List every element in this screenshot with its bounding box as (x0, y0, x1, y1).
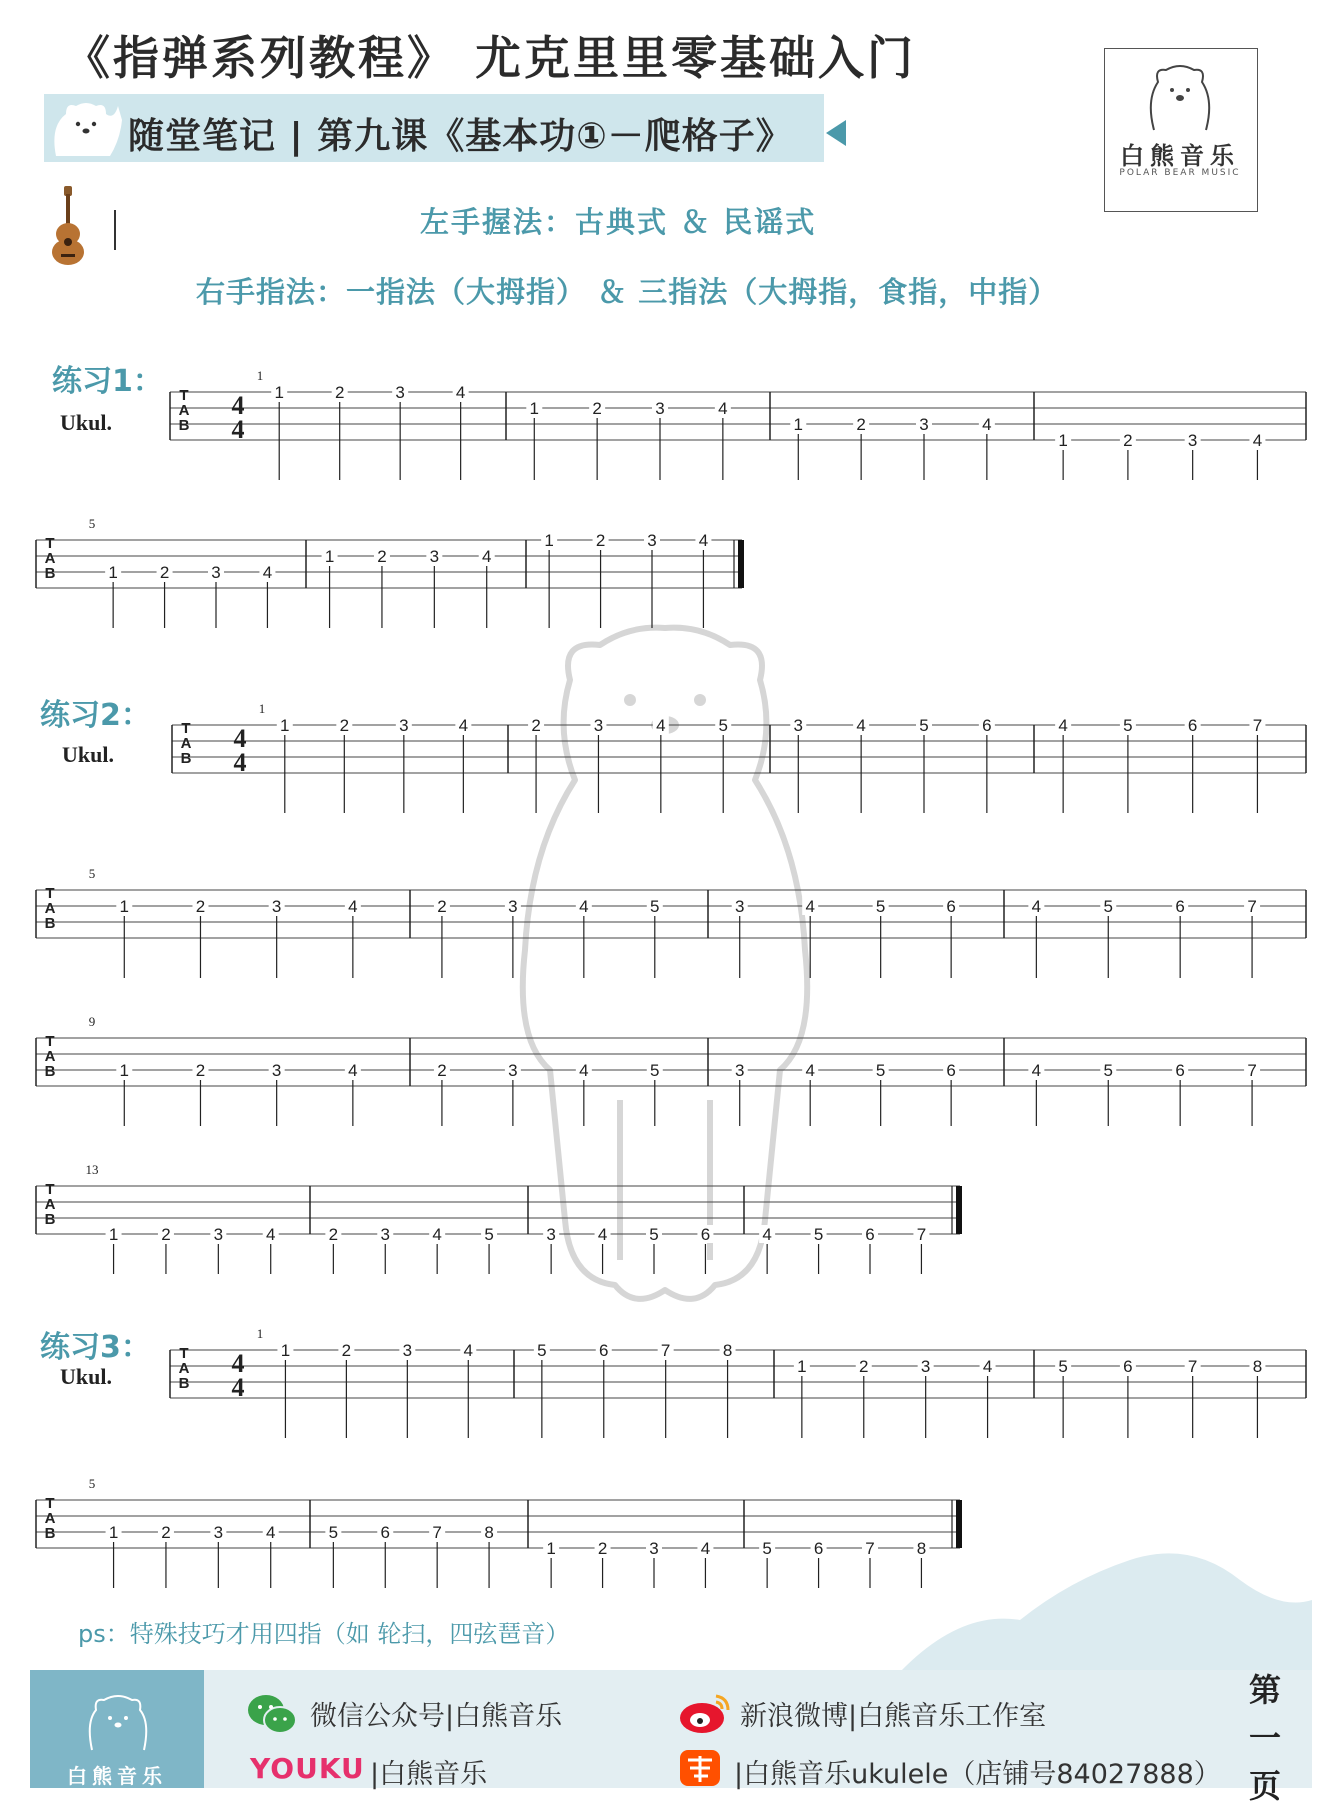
fret-number: 2 (334, 383, 345, 402)
fret-number: 6 (1187, 716, 1198, 735)
fret-number: 3 (271, 897, 282, 916)
tab-clef-letter: T (181, 720, 191, 737)
tab-clef-letter: A (44, 1048, 56, 1065)
tab-clef-letter: T (45, 535, 55, 552)
fret-number: 1 (1058, 431, 1068, 450)
fret-number: 1 (274, 383, 284, 402)
taobao-shop[interactable]: |白熊音乐ukulele（店铺号84027888） (734, 1759, 1221, 1790)
tab-clef-letter: T (179, 1345, 189, 1362)
page-number: 第一页 (1248, 1671, 1281, 1805)
tab-clef-letter: B (180, 750, 192, 767)
tab-clef-letter: A (44, 900, 56, 917)
fret-number: 5 (650, 1061, 660, 1080)
fret-number: 4 (982, 1357, 993, 1376)
fret-number: 4 (698, 531, 709, 550)
time-signature-bottom: 4 (231, 1373, 245, 1402)
tab-clef-letter: A (44, 1196, 56, 1213)
fret-number: 3 (734, 897, 745, 916)
fret-number: 5 (762, 1539, 772, 1558)
fret-number: 1 (108, 563, 118, 582)
weibo-icon[interactable] (678, 1690, 732, 1736)
fret-number: 3 (402, 1341, 413, 1360)
fret-number: 7 (1187, 1357, 1198, 1376)
fret-number: 5 (1103, 1061, 1113, 1080)
tab-clef-letter: B (44, 1211, 56, 1228)
measure-number: 5 (88, 866, 96, 881)
fret-number: 4 (597, 1225, 608, 1244)
tab-clef-letter: A (44, 1510, 56, 1527)
tab-final-barline (738, 540, 744, 588)
fret-number: 6 (1175, 897, 1185, 916)
tab-final-barline (956, 1186, 962, 1234)
fret-number: 3 (647, 531, 657, 550)
fret-number: 3 (213, 1225, 224, 1244)
fret-number: 8 (1252, 1357, 1263, 1376)
fret-number: 6 (700, 1225, 711, 1244)
fret-number: 4 (1058, 716, 1068, 735)
tab-clef-letter: A (180, 735, 192, 752)
fret-number: 1 (280, 716, 290, 735)
tab-clef-letter: T (45, 1181, 55, 1198)
fret-number: 6 (1175, 1061, 1185, 1080)
fret-number: 3 (399, 716, 409, 735)
fret-number: 4 (262, 563, 273, 582)
fret-number: 1 (108, 1225, 119, 1244)
fret-number: 5 (1123, 716, 1133, 735)
fret-number: 5 (484, 1225, 494, 1244)
fret-number: 3 (271, 1061, 282, 1080)
fret-number: 4 (700, 1539, 711, 1558)
fret-number: 4 (458, 716, 469, 735)
fret-number: 2 (339, 716, 350, 735)
fret-number: 4 (656, 716, 666, 735)
lesson-banner-text: 随堂笔记 | 第九课《基本功①－爬格子》 (128, 116, 793, 157)
fret-number: 3 (734, 1061, 745, 1080)
fret-number: 3 (1187, 431, 1198, 450)
measure-number: 9 (88, 1014, 96, 1029)
footer-logo-text: 白熊音乐 (67, 1764, 167, 1788)
fret-number: 4 (762, 1225, 772, 1244)
fret-number: 4 (432, 1225, 442, 1244)
youku-logo[interactable]: YOUKU (250, 1752, 365, 1785)
fret-number: 3 (593, 716, 604, 735)
fret-number: 2 (856, 415, 866, 434)
fret-number: 5 (537, 1341, 547, 1360)
fret-number: 6 (599, 1341, 609, 1360)
fret-number: 3 (211, 563, 221, 582)
fret-number: 5 (328, 1523, 339, 1542)
fret-number: 4 (455, 383, 466, 402)
brand-name: 白熊音乐 (1120, 142, 1240, 170)
fret-number: 7 (432, 1523, 442, 1542)
instrument-label-3: Ukul. (60, 1364, 112, 1389)
time-signature-top: 4 (231, 1349, 245, 1378)
fret-number: 3 (920, 1357, 931, 1376)
time-signature-top: 4 (231, 391, 245, 420)
fret-number: 3 (919, 415, 929, 434)
tab-clef-letter: A (178, 1360, 190, 1377)
fret-number: 8 (484, 1523, 494, 1542)
fret-number: 1 (108, 1523, 119, 1542)
instrument-label-1: Ukul. (60, 410, 112, 435)
ps-note: ps：特殊技巧才用四指（如 轮扫，四弦琶音） (78, 1620, 570, 1648)
fret-number: 3 (508, 1061, 518, 1080)
fret-number: 1 (119, 897, 130, 916)
tab-clef-letter: B (44, 565, 56, 582)
tab-clef-letter: B (178, 417, 190, 434)
fret-number: 5 (650, 897, 660, 916)
fret-number: 5 (813, 1225, 824, 1244)
fret-number: 8 (722, 1341, 733, 1360)
fret-number: 3 (395, 383, 405, 402)
fret-number: 6 (813, 1539, 824, 1558)
tab-clef-letter: A (178, 402, 190, 419)
fret-number: 6 (865, 1225, 875, 1244)
fret-number: 4 (718, 399, 728, 418)
measure-number: 1 (256, 1326, 264, 1341)
fret-number: 2 (377, 547, 387, 566)
fret-number: 1 (544, 531, 554, 550)
tab-clef-letter: T (179, 387, 189, 404)
measure-number: 5 (88, 1476, 96, 1491)
fret-number: 2 (1123, 431, 1133, 450)
fret-number: 2 (592, 399, 602, 418)
fret-number: 3 (546, 1225, 556, 1244)
fret-number: 2 (161, 1225, 171, 1244)
fret-number: 4 (463, 1341, 474, 1360)
fret-number: 1 (797, 1357, 807, 1376)
fret-number: 4 (1031, 897, 1042, 916)
fret-number: 5 (718, 716, 728, 735)
fret-number: 4 (579, 897, 589, 916)
time-signature-top: 4 (233, 724, 247, 753)
fret-number: 6 (946, 897, 956, 916)
time-signature-bottom: 4 (231, 415, 245, 444)
fret-number: 1 (793, 415, 804, 434)
fret-number: 2 (195, 1061, 206, 1080)
fret-number: 6 (1123, 1357, 1133, 1376)
fret-number: 4 (856, 716, 866, 735)
left-hand-note: 左手握法：古典式 ＆ 民谣式 (420, 205, 817, 239)
fret-number: 2 (595, 531, 606, 550)
fret-number: 5 (875, 897, 886, 916)
fret-number: 7 (660, 1341, 671, 1360)
tab-clef-letter: B (44, 915, 56, 932)
fret-number: 2 (531, 716, 541, 735)
wechat-account[interactable]: 微信公众号|白熊音乐 (310, 1701, 563, 1732)
fret-number: 5 (649, 1225, 659, 1244)
fret-number: 7 (1252, 716, 1263, 735)
fret-number: 3 (793, 716, 804, 735)
fret-number: 4 (805, 1061, 815, 1080)
page-title: 《指弹系列教程》 尤克里里零基础入门 (64, 31, 917, 85)
measure-number: 1 (258, 701, 266, 716)
exercise-3-label: 练习3： (40, 1330, 151, 1365)
fret-number: 5 (1058, 1357, 1068, 1376)
fret-number: 2 (341, 1341, 352, 1360)
tab-clef-letter: T (45, 885, 55, 902)
fret-number: 4 (1031, 1061, 1042, 1080)
youku-account[interactable]: |白熊音乐 (370, 1759, 488, 1790)
fret-number: 4 (348, 897, 358, 916)
weibo-account[interactable]: 新浪微博|白熊音乐工作室 (740, 1701, 1047, 1732)
fret-number: 7 (916, 1225, 927, 1244)
fret-number: 5 (875, 1061, 886, 1080)
right-hand-note: 右手指法：一指法（大拇指） ＆ 三指法（大拇指，食指，中指） (196, 275, 1059, 309)
fret-number: 2 (159, 563, 170, 582)
fret-number: 4 (265, 1225, 276, 1244)
measure-number: 5 (88, 516, 96, 531)
fret-number: 1 (324, 547, 335, 566)
fret-number: 4 (805, 897, 815, 916)
tab-clef-letter: T (45, 1495, 55, 1512)
fret-number: 2 (437, 1061, 447, 1080)
fret-number: 2 (195, 897, 206, 916)
fret-number: 6 (982, 716, 992, 735)
fret-number: 2 (859, 1357, 869, 1376)
tab-clef-letter: B (178, 1375, 190, 1392)
fret-number: 3 (380, 1225, 390, 1244)
brand-subtitle: POLAR BEAR MUSIC (1119, 168, 1241, 178)
measure-number: 1 (256, 368, 264, 383)
fret-number: 2 (437, 897, 447, 916)
fret-number: 5 (919, 716, 929, 735)
fret-number: 7 (865, 1539, 875, 1558)
fret-number: 4 (348, 1061, 358, 1080)
fret-number: 3 (508, 897, 518, 916)
fret-number: 4 (481, 547, 492, 566)
measure-number: 13 (85, 1162, 99, 1177)
fret-number: 4 (579, 1061, 589, 1080)
fret-number: 2 (161, 1523, 171, 1542)
wechat-icon[interactable] (246, 1692, 298, 1736)
fret-number: 3 (655, 399, 665, 418)
fret-number: 7 (1247, 1061, 1257, 1080)
fret-number: 5 (1103, 897, 1113, 916)
mountain-decoration (900, 1540, 1312, 1672)
exercise-2-label: 练习2： (40, 698, 151, 733)
taobao-icon[interactable] (678, 1748, 722, 1788)
fret-number: 4 (982, 415, 992, 434)
tab-clef-letter: A (44, 550, 56, 567)
fret-number: 3 (649, 1539, 659, 1558)
fret-number: 8 (916, 1539, 927, 1558)
tab-clef-letter: B (44, 1063, 56, 1080)
fret-number: 1 (280, 1341, 291, 1360)
fret-number: 1 (529, 399, 540, 418)
instrument-label-2: Ukul. (62, 742, 114, 767)
fret-number: 7 (1247, 897, 1257, 916)
fret-number: 6 (380, 1523, 390, 1542)
fret-number: 4 (1252, 431, 1263, 450)
fret-number: 3 (429, 547, 440, 566)
fret-number: 2 (328, 1225, 339, 1244)
fret-number: 3 (213, 1523, 224, 1542)
fret-number: 1 (546, 1539, 556, 1558)
exercise-1-label: 练习1： (52, 364, 163, 399)
fret-number: 2 (597, 1539, 608, 1558)
footer-bear-icon (82, 1690, 154, 1752)
tab-clef-letter: B (44, 1525, 56, 1542)
fret-number: 6 (946, 1061, 956, 1080)
fret-number: 1 (119, 1061, 130, 1080)
fret-number: 4 (265, 1523, 276, 1542)
time-signature-bottom: 4 (233, 748, 247, 777)
tab-clef-letter: T (45, 1033, 55, 1050)
